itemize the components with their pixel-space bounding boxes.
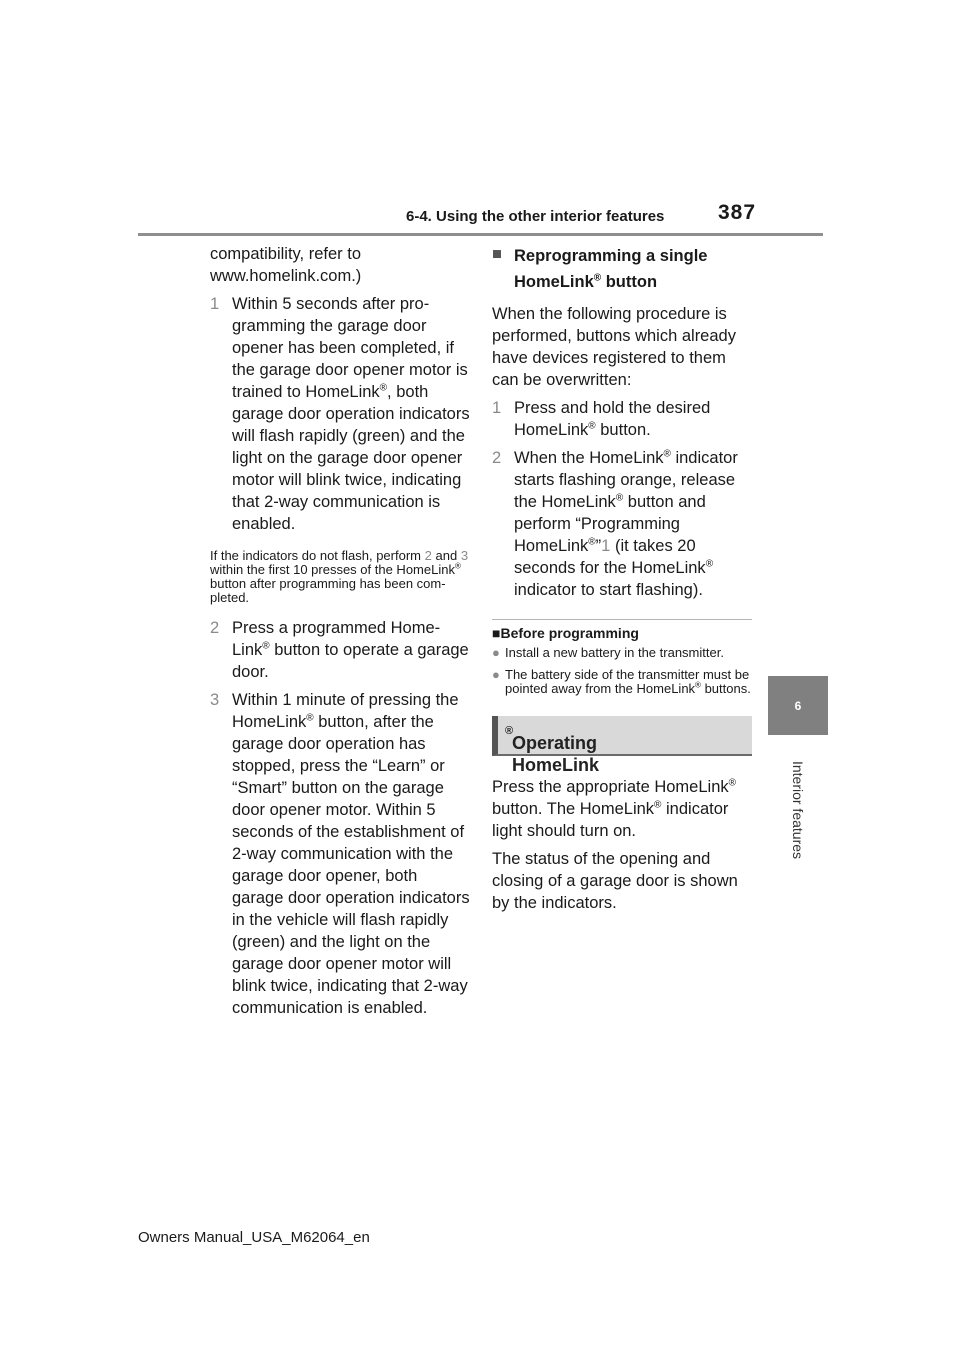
circle-bullet-icon: ● bbox=[492, 667, 500, 682]
text-part: button. The HomeLink bbox=[492, 800, 655, 818]
registered-mark: ® bbox=[728, 777, 736, 789]
step-number: 2 bbox=[492, 449, 502, 467]
bullet-part: buttons. bbox=[700, 681, 751, 696]
step-text bbox=[232, 689, 470, 1019]
step-text bbox=[514, 447, 752, 601]
step-text-part: (it takes 20 seconds for the HomeLink bbox=[514, 537, 706, 577]
registered-mark: ® bbox=[454, 561, 461, 571]
reprogramming-intro: When the following procedure is performed, buttons which already have devices registered to them can be overwritten: bbox=[492, 305, 736, 389]
bullet-part: The battery side of the transmitter must be pointed away from the HomeLink bbox=[505, 667, 750, 696]
page-number: 387 bbox=[718, 201, 757, 224]
text-part: Press the appropriate HomeLink bbox=[492, 778, 729, 796]
circle-bullet-icon: ● bbox=[492, 645, 500, 660]
step-2 bbox=[210, 617, 470, 683]
step-number: 2 bbox=[210, 619, 220, 637]
step-number: 3 bbox=[210, 691, 220, 709]
intro-text: compatibility, refer to www.homelink.com.) bbox=[210, 245, 362, 285]
step-text-part: , both garage door operation indicators will flash rapidly (green) and the light on the garage door opener motor will blink twice, indicating that 2-way communication is enabled. bbox=[232, 383, 470, 533]
chapter-label: Interior features bbox=[790, 760, 806, 860]
footer-text: Owners Manual_USA_M62064_en bbox=[138, 1229, 370, 1246]
bullet-item bbox=[492, 646, 752, 660]
step-text bbox=[514, 397, 752, 441]
step-number: 1 bbox=[210, 295, 220, 313]
bullet-item bbox=[492, 668, 752, 696]
step-text-part: button, after the garage door operation has stopped, press the “Learn” or “Smart” button on the garage door opener motor. Within 5 seconds of the establishment of 2-way communication with the garage door opener, both garage door operation indicators in the vehicle will flash rapidly (green) and the light on the garage door opener motor will blink twice, indicating that 2-way communication is enabled. bbox=[232, 713, 470, 1017]
step-ref: 2 bbox=[424, 548, 432, 563]
registered-mark: ® bbox=[306, 712, 314, 724]
before-programming-heading: ■Before programming bbox=[492, 625, 639, 641]
step-text-part: button to operate a garage door. bbox=[232, 641, 469, 681]
step-text-part: When the HomeLink bbox=[514, 449, 664, 467]
step-text-part: Press a programmed HomeLink bbox=[232, 619, 441, 659]
operating-homelink-heading bbox=[492, 716, 752, 775]
right-column bbox=[492, 243, 752, 920]
step-text bbox=[232, 293, 470, 535]
registered-mark: ® bbox=[615, 492, 624, 504]
step-ref: 1 bbox=[601, 537, 611, 555]
registered-mark: ® bbox=[505, 725, 514, 737]
note-text bbox=[210, 549, 470, 605]
note-part: If the indicators do not flash, perform bbox=[210, 548, 421, 563]
chapter-tab bbox=[768, 676, 828, 735]
step-text-part: Press and hold the desired HomeLink bbox=[514, 399, 711, 439]
note-part: and bbox=[435, 548, 458, 563]
heading-text bbox=[505, 724, 600, 775]
registered-mark: ® bbox=[588, 536, 596, 548]
step-text-part: ” bbox=[595, 537, 602, 555]
step-3 bbox=[210, 689, 470, 1019]
heading-part: button bbox=[601, 273, 658, 291]
heading-part: Reprogramming a single HomeLink bbox=[514, 247, 708, 291]
reprog-step-1 bbox=[492, 397, 752, 441]
step-1 bbox=[210, 293, 470, 535]
registered-mark: ® bbox=[593, 272, 602, 284]
registered-mark: ® bbox=[588, 420, 596, 432]
reprogramming-heading bbox=[492, 243, 752, 295]
registered-mark: ® bbox=[695, 680, 701, 690]
step-number: 1 bbox=[492, 399, 502, 417]
text-part: indicator light should turn on. bbox=[492, 800, 729, 840]
step-text-part: Within 5 seconds after programming the garage door opener has been completed, if the garage door opener motor is trained to HomeLink bbox=[232, 295, 468, 401]
step-text bbox=[232, 617, 470, 683]
step-ref: 3 bbox=[460, 548, 469, 563]
step-text-part: button and perform “Programming HomeLink bbox=[514, 493, 706, 555]
step-text-part: Within 1 minute of pressing the HomeLink bbox=[232, 691, 459, 731]
step-text-part: indicator starts flashing orange, release the HomeLink bbox=[514, 449, 738, 511]
operating-text-1 bbox=[492, 776, 752, 842]
left-column bbox=[210, 243, 470, 1025]
note-part: button after programming has been completed. bbox=[210, 576, 446, 605]
header-divider bbox=[138, 233, 823, 236]
square-bullet-icon: ■ bbox=[492, 245, 502, 263]
reprog-step-2 bbox=[492, 447, 752, 601]
bullet-text: Install a new battery in the transmitter. bbox=[505, 645, 724, 660]
note-part: within the first 10 presses of the HomeLink bbox=[210, 562, 455, 577]
heading-part: Operating HomeLink bbox=[512, 733, 600, 775]
registered-mark: ® bbox=[379, 382, 388, 394]
operating-text-2: The status of the opening and closing of a garage door is shown by the indicators. bbox=[492, 850, 738, 912]
step-text-part: button. bbox=[595, 421, 651, 439]
section-title: 6-4. Using the other interior features bbox=[406, 208, 665, 225]
registered-mark: ® bbox=[654, 799, 662, 811]
bullet-text bbox=[505, 668, 752, 696]
chapter-number: 6 bbox=[794, 698, 802, 713]
section-divider bbox=[492, 619, 752, 620]
registered-mark: ® bbox=[705, 558, 714, 570]
heading-text bbox=[514, 243, 752, 295]
registered-mark: ® bbox=[262, 640, 270, 652]
step-text-part: indicator to start flashing). bbox=[514, 581, 703, 599]
registered-mark: ® bbox=[663, 448, 671, 460]
